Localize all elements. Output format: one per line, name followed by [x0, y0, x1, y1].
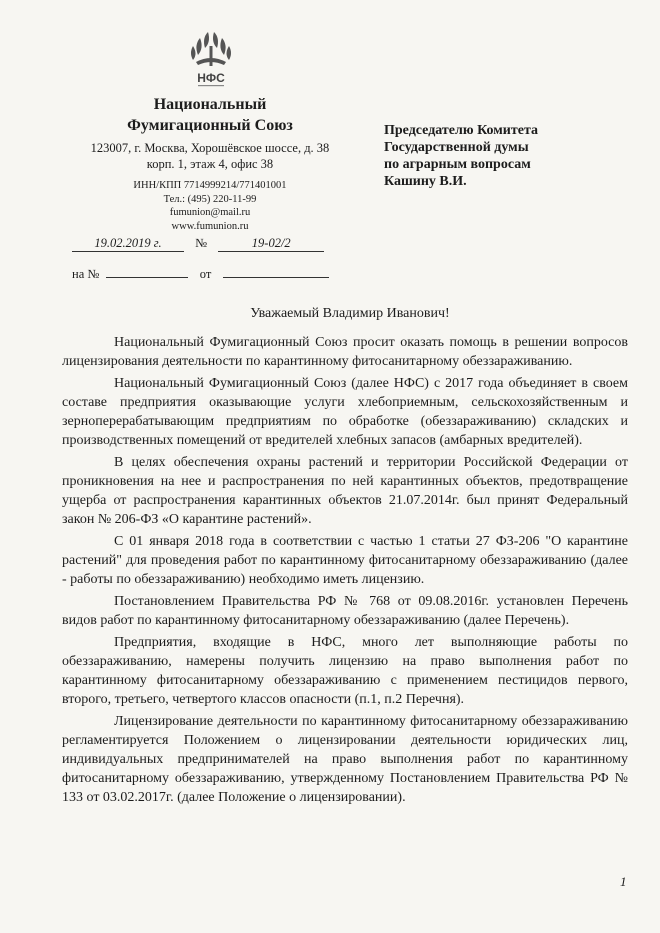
paragraph: В целях обеспечения охраны растений и территории Российской Федерации от проникновения на нее и распространения по ней карантинных объектов, предотвращение ущерба от распространения карантинных объектов 21.07.2014г. был принят Федеральный закон № 206-ФЗ «О карантине растений». [62, 455, 628, 527]
paragraph: Лицензирование деятельности по карантинному фитосанитарному обеззараживанию регламентируется Положением о лицензировании деятельности юридических лиц, индивидуальных предпринимателей на право выполнения работ по карантинному фитосанитарному обеззараживанию, утвержденному Постановлением Правительства РФ № 133 от 03.02.2017г. (далее Положение о лицензировании). [62, 714, 628, 805]
paragraph: Постановлением Правительства РФ № 768 от 09.08.2016г. установлен Перечень видов работ по карантинному фитосанитарному обеззараживанию (далее Перечень). [62, 594, 628, 628]
outgoing-number: 19-02/2 [218, 236, 324, 252]
address-line1: 123007, г. Москва, Хорошёвское шоссе, д. 38 [90, 141, 330, 155]
addressee-line2: Государственной думы [384, 140, 529, 155]
addressee-line3: по аграрным вопросам [384, 157, 531, 172]
salutation: Уважаемый Владимир Иванович! [250, 306, 450, 321]
reply-registration [72, 262, 329, 282]
addressee-line1: Председателю Комитета [384, 123, 538, 138]
nfs-logo [186, 28, 236, 90]
org-name-line1: Национальный [153, 96, 267, 113]
from-label: от [199, 267, 212, 281]
organization-address [60, 140, 360, 172]
inn-kpp: ИНН/КПП 7714999214/771401001 [133, 180, 287, 191]
reply-date-blank [223, 262, 329, 278]
addressee-line4: Кашину В.И. [384, 174, 467, 189]
organization-name [60, 94, 360, 136]
paragraph: С 01 января 2018 года в соответствии с частью 1 статьи 27 ФЗ-206 "О карантине растений" для проведения работ по карантинному фитосанитарному обеззараживанию (далее - работы по обеззараживанию) необходимо иметь лицензию. [62, 534, 628, 587]
website: www.fumunion.ru [171, 220, 249, 232]
number-label: № [195, 236, 208, 250]
page-number: 1 [620, 874, 627, 889]
reply-number-blank [106, 262, 188, 278]
paragraph: Национальный Фумигационный Союз (далее НФС) с 2017 года объединяет в своем составе предприятия оказывающие услуги хлебоприемным, сельскохозяйственным и зерноперерабатывающим предприятиям по обработке (обеззараживанию) складских и производственных помещений от вредителей хлебных запасов (амбарных вредителей). [62, 376, 628, 448]
phone: Тел.: (495) 220-11-99 [163, 193, 257, 205]
logo-text: НФС [197, 71, 225, 85]
outgoing-registration [72, 236, 324, 252]
organization-contacts [60, 179, 360, 233]
address-line2: корп. 1, этаж 4, офис 38 [146, 157, 274, 171]
letter-body [62, 333, 628, 810]
paragraph: Предприятия, входящие в НФС, много лет выполняющие работы по обеззараживанию, намерены получить лицензию на право выполнения работ по карантинному фитосанитарному обеззараживанию с применением пестицидов первого, второго, третьего, четвертого классов опасности (п.1, п.2 Перечня). [62, 635, 628, 707]
org-name-line2: Фумигационный Союз [127, 117, 293, 134]
outgoing-date: 19.02.2019 г. [72, 236, 184, 252]
addressee-block [384, 122, 634, 190]
reply-to-label: на № [72, 267, 100, 281]
wheat-emblem-icon [186, 28, 236, 90]
email: fumunion@mail.ru [169, 207, 251, 218]
paragraph: Национальный Фумигационный Союз просит оказать помощь в решении вопросов лицензирования деятельности по карантинному фитосанитарному обеззараживанию. [62, 335, 628, 369]
